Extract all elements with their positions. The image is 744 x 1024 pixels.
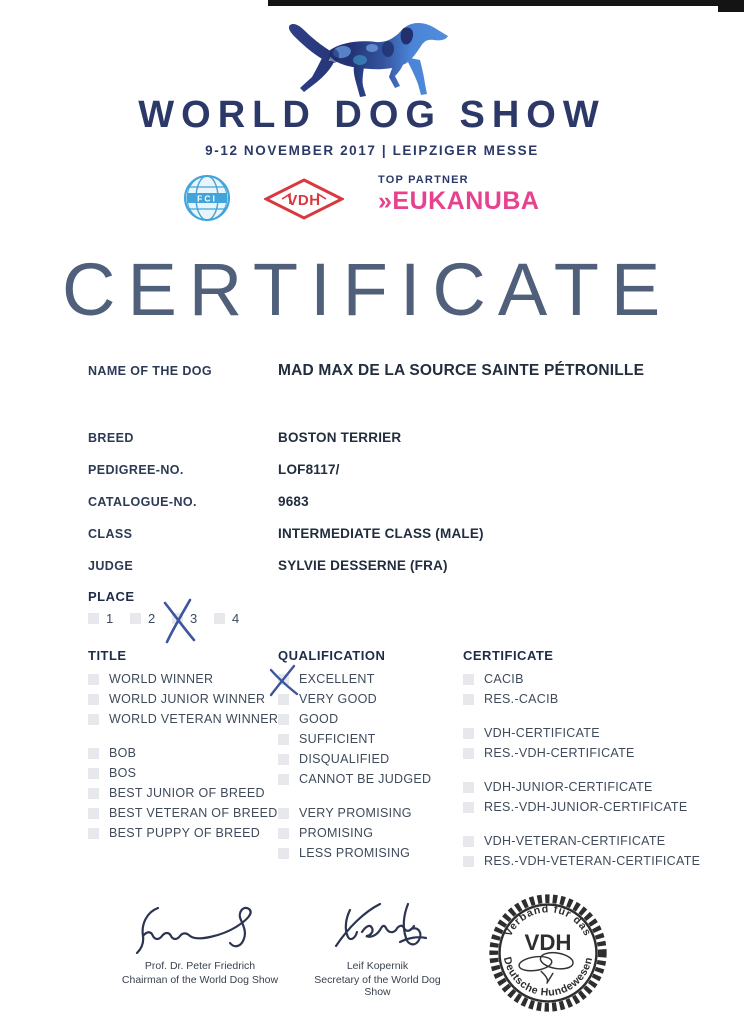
checkbox[interactable] — [463, 836, 474, 847]
top-partner-label: TOP PARTNER — [378, 174, 469, 186]
checkbox-label: WORLD WINNER — [109, 672, 214, 686]
checkbox-label: RES.-CACIB — [484, 692, 559, 706]
field-value: SYLVIE DESSERNE (FRA) — [278, 558, 448, 573]
checkbox-item-res-vdh-certificate[interactable] — [463, 743, 700, 763]
field-label: CATALOGUE-NO. — [88, 495, 197, 509]
field-pedigree-no — [88, 462, 644, 478]
checkbox[interactable] — [463, 856, 474, 867]
checkbox[interactable] — [88, 788, 99, 799]
checkbox-item-world-winner[interactable] — [88, 669, 278, 689]
scan-artifact-corner — [718, 0, 744, 12]
checkbox[interactable] — [88, 768, 99, 779]
signature-block-chairman — [120, 902, 280, 986]
field-value: 9683 — [278, 494, 309, 509]
checkbox[interactable] — [88, 808, 99, 819]
checkbox-label: VDH-VETERAN-CERTIFICATE — [484, 834, 666, 848]
checkbox-label: GOOD — [299, 712, 339, 726]
certificate-heading: CERTIFICATE — [62, 248, 673, 331]
signature-block-secretary — [305, 898, 450, 998]
checkbox-label: SUFFICIENT — [299, 732, 376, 746]
place-option-label: 4 — [232, 611, 240, 626]
checkbox[interactable] — [278, 774, 289, 785]
checkbox-label: CACIB — [484, 672, 524, 686]
checkbox-item-cannot-be-judged[interactable] — [278, 769, 431, 789]
field-label: JUDGE — [88, 559, 134, 573]
checkbox-label: VERY PROMISING — [299, 806, 412, 820]
checkbox-label: WORLD VETERAN WINNER — [109, 712, 279, 726]
checkbox-item-vdh-veteran-certificate[interactable] — [463, 831, 700, 851]
checkbox[interactable] — [88, 694, 99, 705]
qualification-column-header: QUALIFICATION — [278, 648, 386, 663]
svg-text:VDH: VDH — [287, 192, 321, 209]
field-name-of-dog — [88, 362, 644, 378]
field-label: BREED — [88, 431, 134, 445]
chairman-signature — [128, 902, 273, 954]
checkbox-item-cacib[interactable] — [463, 669, 700, 689]
checkbox-item-res-vdh-veteran-certificate[interactable] — [463, 851, 700, 871]
checkbox[interactable] — [278, 754, 289, 765]
eukanuba-logo: »EUKANUBA — [378, 187, 540, 215]
checkbox-label: RES.-VDH-JUNIOR-CERTIFICATE — [484, 800, 688, 814]
field-value: INTERMEDIATE CLASS (MALE) — [278, 526, 484, 541]
checkbox[interactable] — [278, 734, 289, 745]
field-breed — [88, 430, 644, 446]
checkbox-label: CANNOT BE JUDGED — [299, 772, 432, 786]
field-class — [88, 526, 644, 542]
checkbox-item-world-veteran-winner[interactable] — [88, 709, 278, 729]
place-option-3[interactable] — [172, 611, 214, 626]
checkbox-item-res-vdh-junior-certificate[interactable] — [463, 797, 700, 817]
vdh-logo-icon — [264, 178, 344, 220]
event-date-venue: 9-12 NOVEMBER 2017 | LEIPZIGER MESSE — [205, 143, 539, 158]
checkbox-item-bob[interactable] — [88, 743, 278, 763]
svg-text:VDH: VDH — [524, 930, 572, 956]
svg-text:FCI: FCI — [197, 193, 217, 204]
signer-name: Leif Kopernik — [346, 960, 409, 972]
checkbox-label: BEST PUPPY OF BREED — [109, 826, 261, 840]
place-option-4[interactable] — [214, 611, 256, 626]
checkbox[interactable] — [463, 782, 474, 793]
vdh-seal-stamp — [485, 890, 611, 1016]
checkbox-item-vdh-certificate[interactable] — [463, 723, 700, 743]
svg-text:Deutsche Hundewesen: Deutsche Hundewesen — [500, 955, 596, 999]
place-section — [88, 589, 256, 626]
checkbox[interactable] — [130, 613, 141, 624]
place-option-1[interactable] — [88, 611, 130, 626]
checkbox-item-best-veteran-of-breed[interactable] — [88, 803, 278, 823]
checkbox-label: BEST VETERAN OF BREED — [109, 806, 278, 820]
field-value: BOSTON TERRIER — [278, 430, 402, 445]
checkbox-label: LESS PROMISING — [299, 846, 411, 860]
checkbox[interactable] — [278, 694, 289, 705]
checkbox[interactable] — [88, 828, 99, 839]
title-column — [88, 648, 278, 843]
secretary-signature — [320, 898, 435, 954]
checkbox[interactable] — [463, 694, 474, 705]
checkbox[interactable] — [463, 802, 474, 813]
checkbox[interactable] — [278, 674, 289, 685]
checkbox-label: PROMISING — [299, 826, 374, 840]
checkbox[interactable] — [278, 808, 289, 819]
checkbox-item-good[interactable] — [278, 709, 431, 729]
place-option-label: 1 — [106, 611, 114, 626]
checkbox-label: DISQUALIFIED — [299, 752, 390, 766]
checkbox[interactable] — [172, 613, 183, 624]
signer-role: Secretary of the World Dog Show — [314, 974, 441, 998]
checkbox[interactable] — [278, 828, 289, 839]
checkbox[interactable] — [463, 748, 474, 759]
checkbox-item-vdh-junior-certificate[interactable] — [463, 777, 700, 797]
checkbox-label: VERY GOOD — [299, 692, 377, 706]
signer-role: Chairman of the World Dog Show — [121, 974, 279, 986]
partner-block — [378, 174, 539, 216]
svg-text:Verband für das: Verband für das — [502, 903, 594, 939]
checkbox-item-excellent[interactable] — [278, 669, 431, 689]
place-option-2[interactable] — [130, 611, 172, 626]
place-option-label: 3 — [190, 611, 198, 626]
checkbox-item-promising[interactable] — [278, 823, 431, 843]
checkbox-item-best-puppy-of-breed[interactable] — [88, 823, 278, 843]
checkbox[interactable] — [278, 848, 289, 859]
checkbox[interactable] — [88, 714, 99, 725]
dog-silhouette-logo — [272, 14, 472, 104]
checkbox-item-best-junior-of-breed[interactable] — [88, 783, 278, 803]
field-value: LOF8117/ — [278, 462, 340, 477]
fci-logo-icon — [181, 172, 233, 224]
scan-artifact-top-strip — [268, 0, 744, 6]
checkbox[interactable] — [463, 674, 474, 685]
checkbox-item-disqualified[interactable] — [278, 749, 431, 769]
checkbox-label: VDH-CERTIFICATE — [484, 726, 600, 740]
checkbox[interactable] — [88, 748, 99, 759]
checkbox-item-very-promising[interactable] — [278, 803, 431, 823]
checkbox-label: WORLD JUNIOR WINNER — [109, 692, 266, 706]
checkbox-label: VDH-JUNIOR-CERTIFICATE — [484, 780, 653, 794]
field-judge — [88, 558, 644, 574]
dog-info-fields — [88, 362, 644, 590]
checkbox-item-world-junior-winner[interactable] — [88, 689, 278, 709]
checkbox[interactable] — [214, 613, 225, 624]
checkbox-label: RES.-VDH-CERTIFICATE — [484, 746, 635, 760]
checkbox-label: BEST JUNIOR OF BREED — [109, 786, 265, 800]
checkbox-item-less-promising[interactable] — [278, 843, 431, 863]
place-option-label: 2 — [148, 611, 156, 626]
checkbox[interactable] — [463, 728, 474, 739]
checkbox[interactable] — [88, 613, 99, 624]
checkbox[interactable] — [88, 674, 99, 685]
checkbox-label: RES.-VDH-VETERAN-CERTIFICATE — [484, 854, 701, 868]
place-options — [88, 611, 256, 626]
field-label: NAME OF THE DOG — [88, 364, 213, 378]
field-label: CLASS — [88, 527, 133, 541]
checkbox[interactable] — [278, 714, 289, 725]
certificate-column — [463, 648, 700, 871]
checkbox-item-sufficient[interactable] — [278, 729, 431, 749]
field-label: PEDIGREE-NO. — [88, 463, 184, 477]
qualification-column — [278, 648, 431, 863]
checkbox-item-res-cacib[interactable] — [463, 689, 700, 709]
checkbox-label: BOS — [109, 766, 137, 780]
checkbox-item-bos[interactable] — [88, 763, 278, 783]
field-value: MAD MAX DE LA SOURCE SAINTE PÉTRONILLE — [278, 362, 645, 379]
checkbox-item-very-good[interactable] — [278, 689, 431, 709]
place-label: PLACE — [88, 589, 135, 604]
field-catalogue-no — [88, 494, 644, 510]
page-title: WORLD DOG SHOW — [138, 94, 606, 136]
title-column-header: TITLE — [88, 648, 127, 663]
checkbox-label: EXCELLENT — [299, 672, 375, 686]
certificate-column-header: CERTIFICATE — [463, 648, 554, 663]
checkbox-label: BOB — [109, 746, 137, 760]
signer-name: Prof. Dr. Peter Friedrich — [144, 960, 256, 972]
